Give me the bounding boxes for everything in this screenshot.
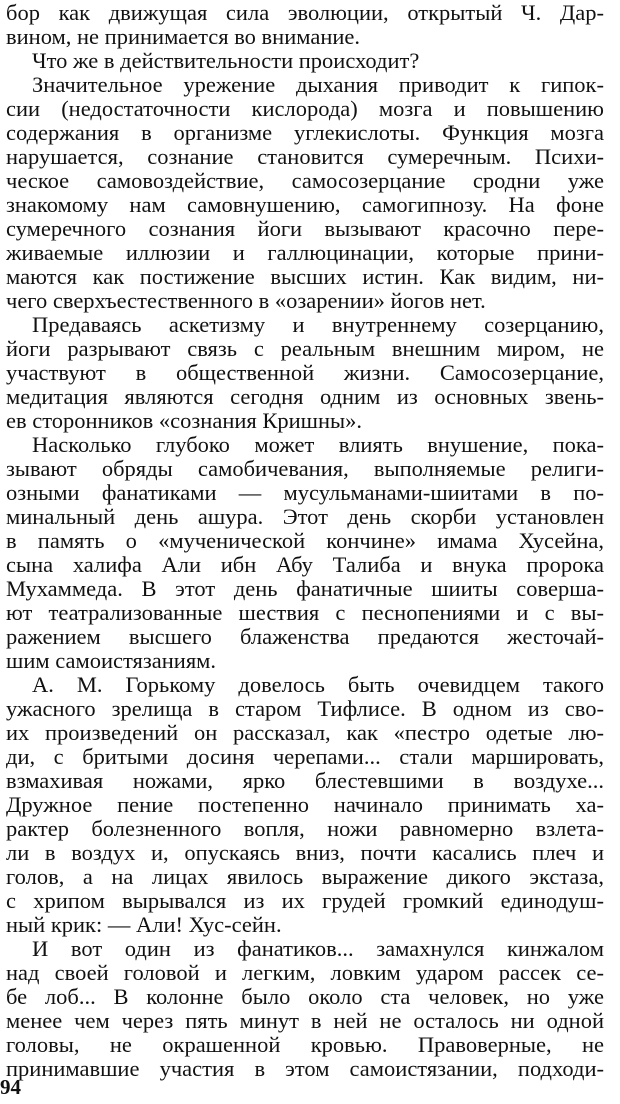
text-line: головы, не окрашенной кровью. Правоверные, не [6,1032,604,1057]
text-line: ражением высшего блаженства предаются жесточай- [6,624,604,649]
text-line: с хрипом вырывался из их грудей громкий единодуш- [6,888,604,913]
text-line: сии (недостаточности кислорода) мозга и повышению [6,96,604,121]
text-line: Что же в действительности происходит? [32,48,420,73]
text-line: ли в воздух и, опускаясь вниз, почти касались плеч и [6,840,604,865]
text-line: знакомому нам самовнушению, самогипнозу. На фоне [6,192,604,217]
text-line: озными фанатиками — мусульманами-шиитами в по- [6,480,604,505]
text-line: менее чем через пять минут в ней не осталось ни одной [6,1008,604,1033]
text-line: Насколько глубоко может влиять внушение, пока- [32,432,604,457]
text-line: зывают обряды самобичевания, выполняемые религи- [6,456,604,481]
text-line: А. М. Горькому довелось быть очевидцем такого [32,672,604,697]
text-line: йоги разрывают связь с реальным внешним миром, не [6,336,604,361]
text-line: живаемые иллюзии и галлюцинации, которые прини- [6,240,604,265]
text-line: Предаваясь аскетизму и внутреннему созерцанию, [32,312,604,337]
text-line: над своей головой и легким, ловким ударом рассек се- [6,960,604,985]
text-line: нарушается, сознание становится сумеречным. Психи- [6,144,604,169]
text-line: голов, а на лицах явилось выражение дикого экстаза, [6,864,604,889]
text-line: ют театрализованные шествия с песнопениями и с вы- [6,600,604,625]
text-line: бе лоб... В колонне было около ста человек, но уже [6,984,604,1009]
text-line: Дружное пение постепенно начинало принимать ха- [6,792,604,817]
text-line: шим самоистязаниям. [6,648,217,673]
text-line: минальный день ашура. Этот день скорби установлен [6,504,604,529]
text-line: чего сверхъестественного в «озарении» йогов нет. [6,288,486,313]
text-line: взмахивая ножами, ярко блестевшими в воздухе... [6,768,604,793]
text-line: ди, с бритыми досиня черепами... стали маршировать, [6,744,604,769]
text-line: медитация являются сегодня одним из основных звень- [6,384,604,409]
text-line: Мухаммеда. В этот день фанатичные шииты соверша- [6,576,604,601]
text-line: ужасного зрелища в старом Тифлисе. В одном из сво- [6,696,604,721]
text-line: ный крик: — Али! Хус-сейн. [6,912,282,937]
text-line: участвуют в общественной жизни. Самосозерцание, [6,360,604,385]
text-line: содержания в организме углекислоты. Функция мозга [6,120,604,145]
text-line: сына халифа Али ибн Абу Талиба и внука пророка [6,552,604,577]
text-line: Значительное урежение дыхания приводит к гипок- [32,72,604,97]
page-number: 94 [0,1075,21,1099]
text-line: маются как постижение высших истин. Как видим, ни- [6,264,604,289]
text-line: сумеречного сознания йоги вызывают красочно пере- [6,216,604,241]
text-line: их произведений он рассказал, как «пестро одетые лю- [6,720,604,745]
text-line: рактер болезненного вопля, ножи равномерно взлета- [6,816,604,841]
text-line: принимавшие участия в этом самоистязании, подходи- [6,1056,604,1081]
text-line: И вот один из фанатиков... замахнулся кинжалом [32,936,604,961]
text-line: ев сторонников «сознания Кришны». [6,408,363,433]
text-line: вином, не принимается во внимание. [6,24,361,49]
text-line: бор как движущая сила эволюции, открытый Ч. Дар- [6,0,604,25]
text-line: ческое самовоздействие, самосозерцание сродни уже [6,168,604,193]
text-line: в память о «мученической кончине» имама Хусейна, [6,528,604,553]
